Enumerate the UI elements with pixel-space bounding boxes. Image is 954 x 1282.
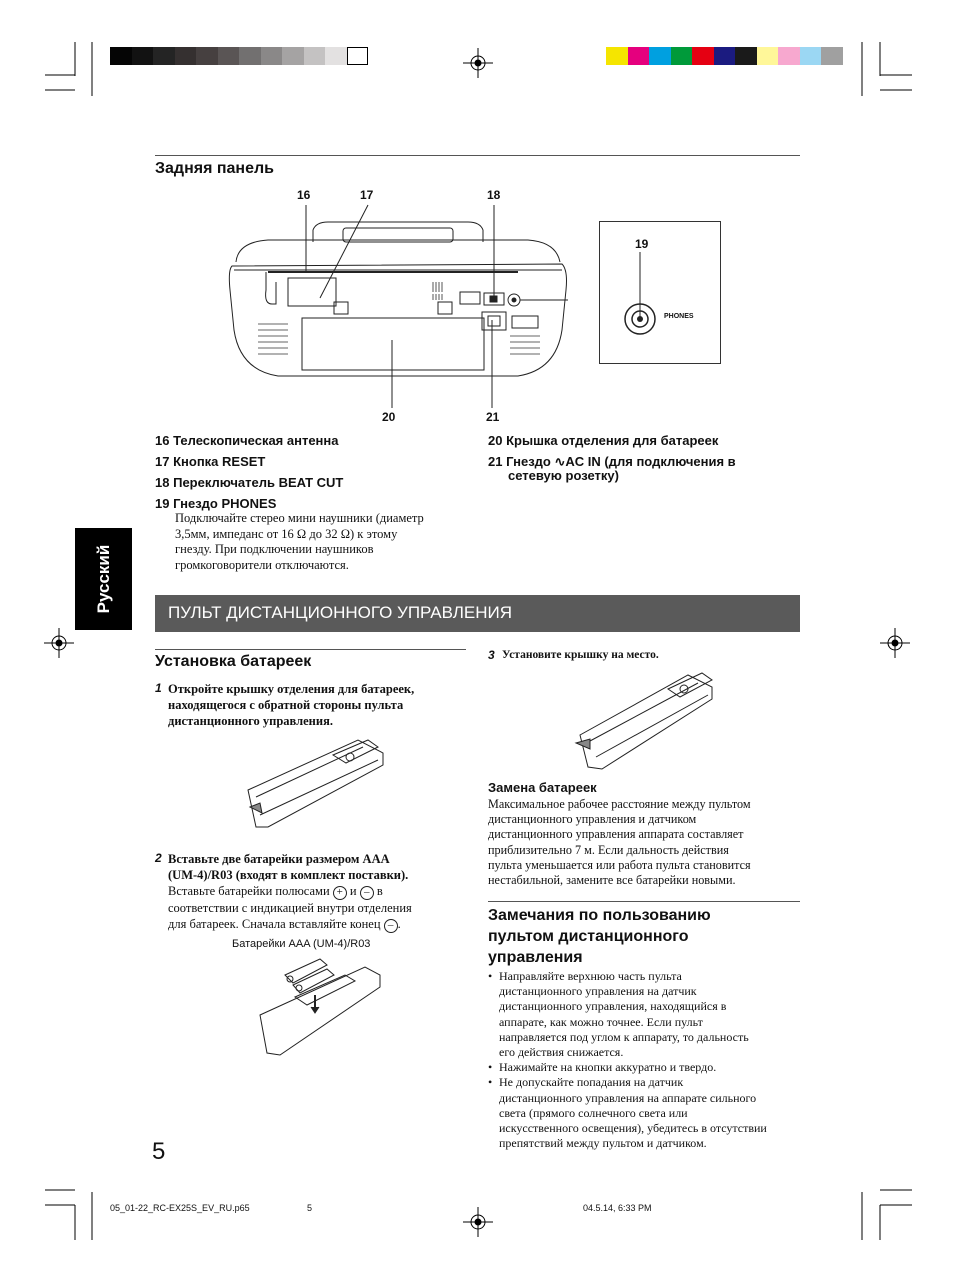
gray-swatch [261,47,283,65]
rear-items-left [155,430,475,514]
item-number: 20 [488,433,503,448]
language-tab-label: Русский [93,544,113,614]
text-line: дистанционного управления аппарата составляет [488,827,744,842]
gray-swatch [153,47,175,65]
minus-circle-icon: – [360,886,374,900]
phones-description [175,511,475,573]
text-fragment: . [397,917,401,931]
text-line: дистанционного управления на датчик [499,984,697,999]
list-item [155,472,475,493]
text-line: гнезду. При подключении наушников [175,542,374,556]
phones-zoom-box [599,221,721,364]
callout-19: 19 [635,237,649,251]
text-line: (UM-4)/R03 (входят в комплект поставки). [168,868,409,882]
divider [155,649,466,650]
text-line: света (прямого солнечного света или [499,1105,688,1120]
text-line: громкоговорители отключаются. [175,557,349,572]
step-number: 1 [155,681,162,695]
text-line: 3,5мм, импеданс от 16 Ω до 32 Ω) к этому [175,526,398,541]
callout-20: 20 [382,410,396,424]
list-item [488,969,808,1060]
text-line: дистанционного управления и датчиком [488,812,697,827]
text-line: находящегося с обратной стороны пульта [168,698,404,712]
gray-swatch [218,47,240,65]
step1-text [168,681,468,729]
footer-file: 05_01-22_RC-EX25S_EV_RU.p65 [110,1203,250,1213]
color-swatch [800,47,822,65]
text-line: приблизительно 7 м. Если дальность действия [488,842,729,857]
gray-swatch [239,47,261,65]
gray-swatch [175,47,197,65]
title-line: пультом дистанционного [488,928,689,945]
text-line: дистанционного управления, находящийся в [499,999,727,1014]
language-tab [75,528,132,630]
color-swatch [821,47,843,65]
divider [488,901,800,902]
divider [155,155,800,156]
registration-target-icon [880,628,910,658]
item-number: 17 [155,454,170,469]
list-item [488,1075,808,1151]
remote-open-cover-illustration [238,735,388,835]
text-fragment: в [376,884,383,898]
color-swatch [606,47,628,65]
step3-text: Установите крышку на место. [502,649,659,661]
text-line: • Направляйте верхнюю часть пульта [499,969,682,983]
plus-circle-icon: + [333,886,347,900]
text-line: • Нажимайте на кнопки аккуратно и твердо. [499,1060,717,1075]
color-swatch [757,47,779,65]
item-text: Крышка отделения для батареек [506,433,719,448]
text-line: его действия снижается. [499,1045,624,1060]
text-line: Подключайте стерео мини наушники (диаметр [175,511,424,525]
list-item [155,430,475,451]
color-swatch [671,47,693,65]
gray-swatch [347,47,369,65]
gray-swatch [196,47,218,65]
notes-list [488,969,808,1151]
callout-18: 18 [487,188,501,202]
list-item [488,1060,808,1075]
item-number: 21 [488,454,503,469]
phones-label: PHONES [664,313,694,320]
text-line [168,883,468,900]
registration-target-icon [463,1207,493,1237]
replace-battery-text [488,797,808,888]
battery-caption: Батарейки AAA (UM-4)/R03 [232,938,371,950]
item-text: Телескопическая антенна [173,433,339,448]
text-line: пульта уменьшается или работа пульта становится [488,857,751,872]
gray-swatch [304,47,326,65]
list-item [488,430,798,451]
text-line: Максимальное рабочее расстояние между пультом [488,797,751,811]
footer-date: 04.5.14, 6:33 PM [583,1203,652,1213]
color-swatch [692,47,714,65]
gray-swatch [132,47,154,65]
step2-text [168,851,468,933]
text-line: дистанционного управления на аппарате сильного [499,1090,757,1105]
ac-wave-icon: ∿ [554,454,566,469]
gray-swatch [325,47,347,65]
text-line: Откройте крышку отделения для батареек, [168,682,415,696]
item-text: AC IN (для подключения в [565,454,736,469]
replace-battery-title: Замена батареек [488,780,597,795]
callout-16: 16 [297,188,311,202]
text-fragment: и [349,884,357,898]
section-title-bar [155,595,800,632]
step-number: 3 [488,648,495,662]
footer-page: 5 [307,1203,313,1213]
rear-panel-title: Задняя панель [155,160,274,177]
registration-target-icon [463,48,493,78]
text-line [168,916,468,933]
item-text: сетевую розетку) [508,468,619,483]
callout-17: 17 [360,188,374,202]
list-item [155,451,475,472]
item-number: 18 [155,475,170,490]
page-number: 5 [152,1138,166,1165]
color-swatch [735,47,757,65]
text-fragment: для батареек. Сначала вставляйте конец [168,917,381,931]
item-number: 19 [155,496,170,511]
color-swatch [628,47,650,65]
gray-swatch [110,47,132,65]
color-swatch [778,47,800,65]
item-text: Кнопка RESET [173,454,266,469]
title-line: управления [488,949,583,966]
gray-swatch [282,47,304,65]
item-text: Переключатель BEAT CUT [173,475,344,490]
text-line: нестабильной, замените все батарейки новыми. [488,873,736,888]
text-line: • Не допускайте попадания на датчик [499,1075,684,1090]
remote-close-cover-illustration [570,665,720,775]
text-fragment: Вставьте батарейки полюсами [168,884,330,898]
headphone-jack-icon [600,222,720,363]
boombox-rear-illustration [228,200,568,410]
item-text: Гнездо [506,454,551,469]
notes-title [488,905,711,968]
rear-items-right [488,430,798,483]
minus-circle-icon: – [384,919,398,933]
registration-target-icon [44,628,74,658]
text-line: аппарате, как можно точнее. Если пульт [499,1014,703,1029]
step-number: 2 [155,851,162,865]
text-line: препятствий между пультом и датчиком. [499,1136,707,1151]
color-swatch [649,47,671,65]
battery-install-title: Установка батареек [155,653,312,670]
item-number: 16 [155,433,170,448]
remote-batteries-illustration [255,955,385,1060]
section-title: ПУЛЬТ ДИСТАНЦИОННОГО УПРАВЛЕНИЯ [168,603,513,622]
text-line: направляется под углом к аппарату, то дальность [499,1029,749,1044]
text-line: соответствии с индикацией внутри отделения [168,901,412,915]
title-line: Замечания по пользованию [488,907,711,924]
item-text: Гнездо PHONES [173,496,277,511]
text-line: Вставьте две батарейки размером AAA [168,852,390,866]
callout-21: 21 [486,410,500,424]
text-line: искусственного освещения), убедитесь в отсутствии [499,1121,767,1136]
text-line: дистанционного управления. [168,714,333,728]
color-swatch [714,47,736,65]
